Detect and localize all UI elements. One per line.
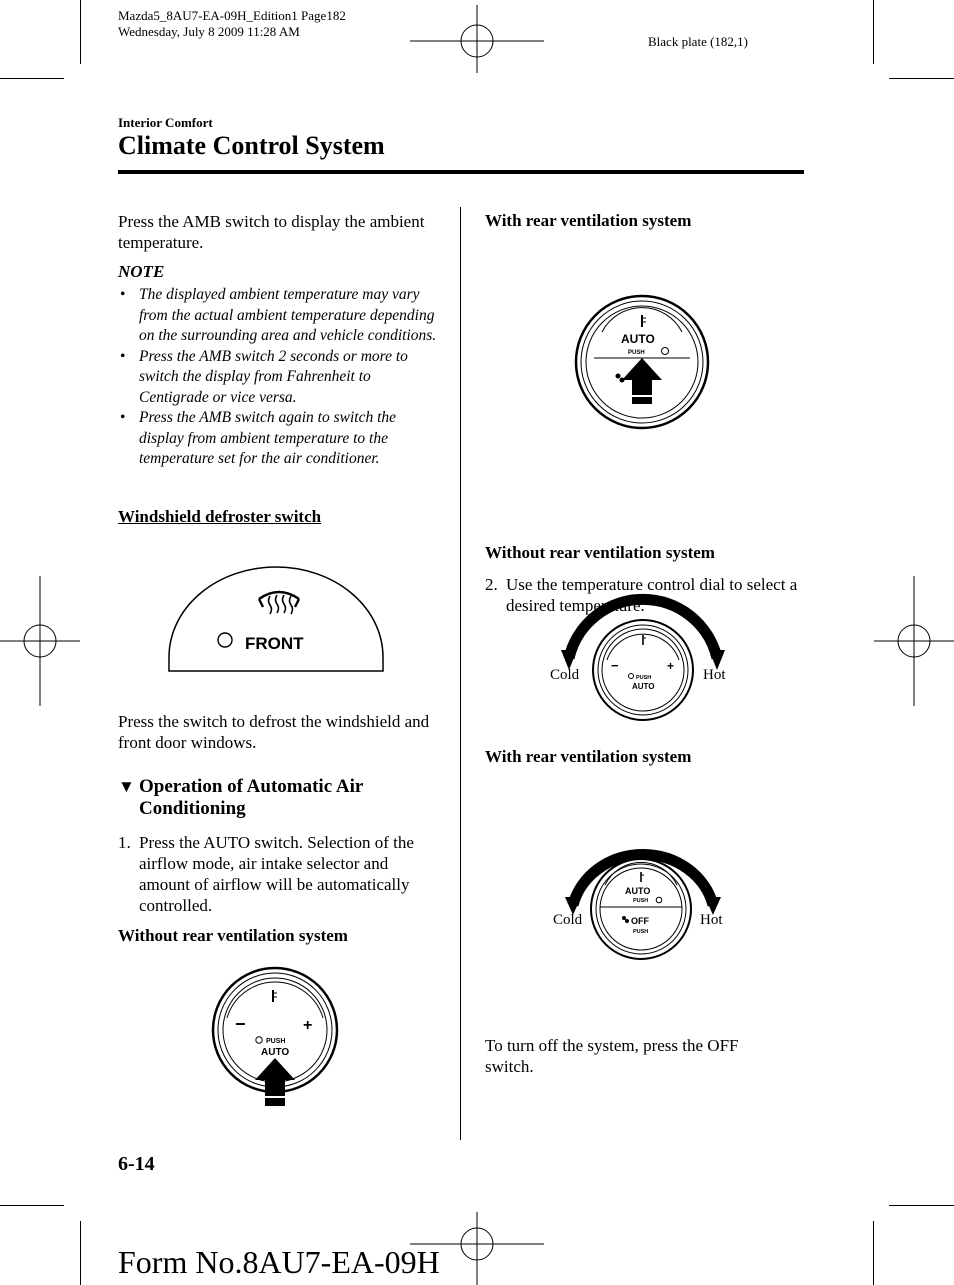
note-item: • Press the AMB switch 2 seconds or more to switch the display from Fahrenheit to Centigrade or vice versa. xyxy=(120,347,408,406)
defroster-heading: Windshield defroster switch xyxy=(118,507,322,526)
push-label: PUSH xyxy=(628,350,645,356)
op-heading: ▼ Operation of Automatic Air Conditioning xyxy=(118,776,363,819)
auto-label: AUTO xyxy=(632,682,655,691)
registration-mark-left xyxy=(0,576,80,706)
note-item: • The displayed ambient temperature may vary from the actual ambient temperature depending on the surrounding area and vehicle conditions. xyxy=(120,286,437,344)
push-label-2: PUSH xyxy=(633,929,649,935)
push-label: PUSH xyxy=(633,898,649,904)
auto-label: AUTO xyxy=(261,1047,290,1058)
note-list xyxy=(118,285,438,470)
push-label: PUSH xyxy=(636,675,652,681)
page-title: Climate Control System xyxy=(118,131,385,160)
defroster-text: Press the switch to defrost the windshield and front door windows. xyxy=(118,712,430,752)
print-header-info xyxy=(118,8,346,40)
plus-label: + xyxy=(667,659,675,673)
form-number: Form No.8AU7-EA-09H xyxy=(118,1244,440,1280)
column-divider xyxy=(460,207,461,1140)
print-header-date: Wednesday, July 8 2009 11:28 AM xyxy=(118,24,300,39)
off-label: OFF xyxy=(631,916,649,926)
minus-label: − xyxy=(611,658,619,673)
plus-label: + xyxy=(303,1017,313,1034)
temperature-dial-rear-figure xyxy=(545,835,745,965)
step-1: 1. Press the AUTO switch. Selection of the airflow mode, air intake selector and amount of airflow will be automatically controlled. xyxy=(118,833,414,915)
hot-label: Hot xyxy=(700,912,723,928)
note-item: • Press the AMB switch again to switch the display from ambient temperature to the temperature set for the air conditioner. xyxy=(120,409,397,467)
push-label: PUSH xyxy=(266,1038,286,1045)
registration-mark-right xyxy=(874,576,954,706)
intro-text: Press the AMB switch to display the ambient temperature. xyxy=(118,212,425,252)
print-header-file: Mazda5_8AU7-EA-09H_Edition1 Page182 xyxy=(118,8,346,23)
print-header-plate: Black plate (182,1) xyxy=(648,34,748,49)
auto-dial-figure xyxy=(205,960,345,1110)
with-rear-heading-right: With rear ventilation system xyxy=(485,211,692,230)
cold-label: Cold xyxy=(550,667,580,683)
defroster-switch-figure xyxy=(165,565,387,675)
triangle-marker: ▼ xyxy=(118,777,135,796)
without-rear-heading-left: Without rear ventilation system xyxy=(118,926,348,945)
auto-label: AUTO xyxy=(625,886,651,896)
page-number: 6-14 xyxy=(118,1153,155,1175)
cold-label: Cold xyxy=(553,912,583,928)
step-2: 2. Use the temperature control dial to select a desired temperature. xyxy=(485,575,798,615)
front-label: FRONT xyxy=(245,634,304,653)
auto-dial-rear-figure xyxy=(570,290,715,435)
temperature-dial-figure xyxy=(545,590,745,725)
registration-mark-top xyxy=(410,5,544,73)
auto-label: AUTO xyxy=(621,332,655,346)
hot-label: Hot xyxy=(703,667,726,683)
note-heading: NOTE xyxy=(118,262,165,281)
without-rear-heading-right: Without rear ventilation system xyxy=(485,543,715,562)
section-label: Interior Comfort xyxy=(118,115,213,130)
title-rule xyxy=(118,170,804,174)
with-rear-heading-right-2: With rear ventilation system xyxy=(485,747,692,766)
off-text: To turn off the system, press the OFF switch. xyxy=(485,1036,739,1076)
minus-label: − xyxy=(235,1014,246,1034)
